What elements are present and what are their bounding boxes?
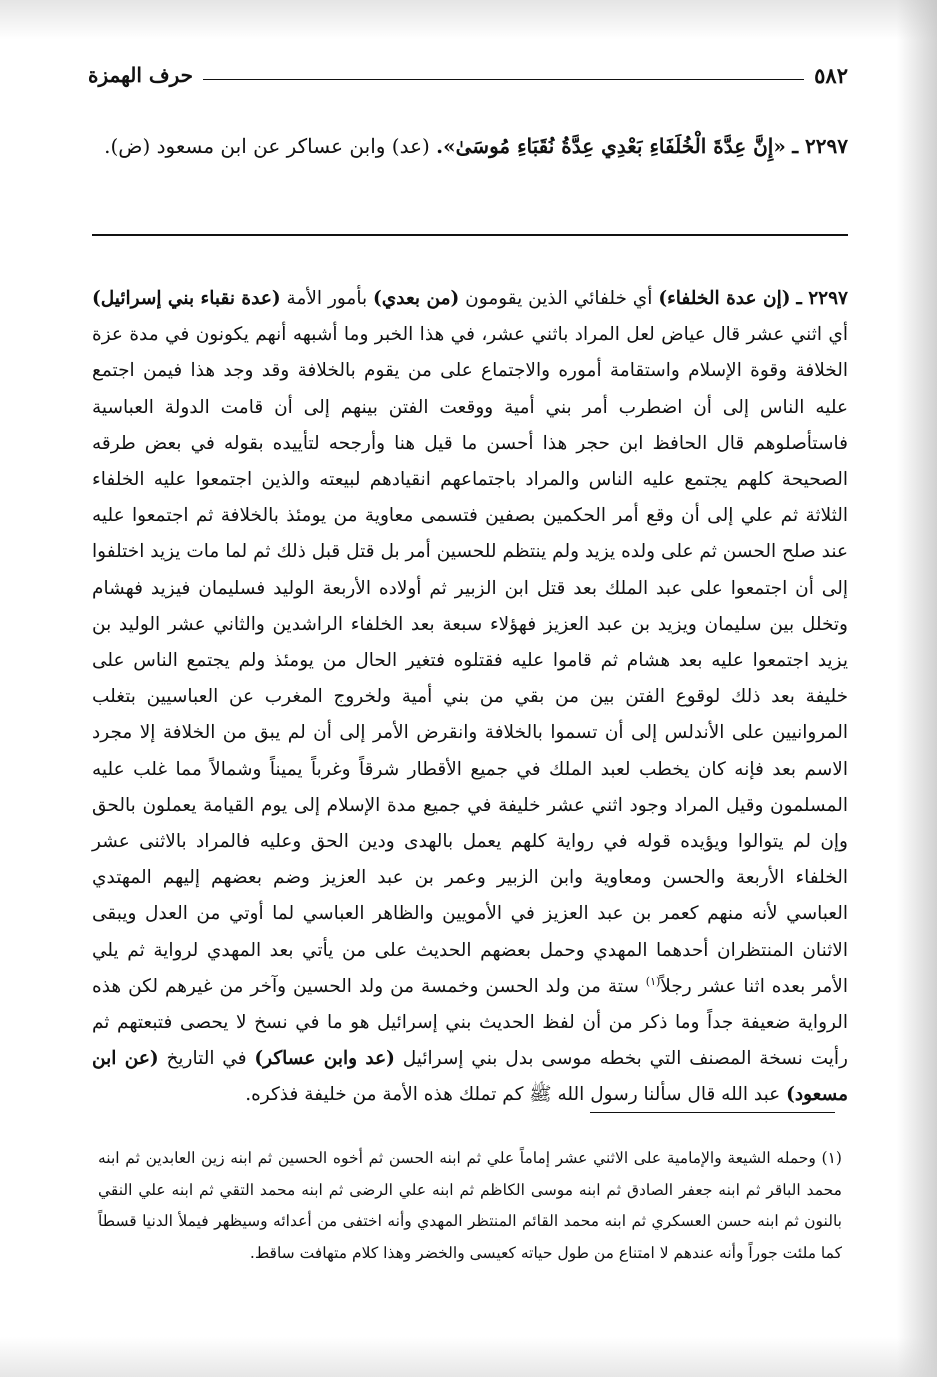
hadith-matn: «إِنَّ عِدَّةَ الْخُلَفَاءِ بَعْدِي عِدَّةُ نُقَبَاءِ مُوسَىٰ».	[436, 134, 786, 158]
commentary-lemma: (عن ابن مسعود)	[92, 1048, 848, 1106]
commentary-text	[92, 281, 848, 1114]
hadith-sources: (عد) وابن عساكر عن ابن مسعود (ض).	[104, 134, 430, 158]
header-rule	[203, 79, 804, 80]
commentary-number: ٢٢٩٧ ـ	[796, 288, 848, 309]
commentary-lemma: (من بعدي)	[373, 288, 460, 309]
footnote	[98, 1143, 842, 1269]
footnote-text: وحمله الشيعة والإمامية على الاثني عشر إماماً علي ثم ابنه الحسن ثم أخوه الحسين ثم ابنه زين العابدين ثم ابنه محمد الباقر ثم ابنه جعفر الصادق ثم ابنه موسى الكاظم ثم ابنه علي الرضى ثم ابنه محمد التقي ثم ابنه علي النقي بالنون ثم ابنه حسن العسكري ثم ابنه محمد القائم المنتظر المهدي وأنه اختفى من أعدائه وسيظهر فيملأ الدنيا قسطاً كما ملئت جوراً وأنه عندهم لا امتناع من طول حياته كعيسى والخضر وهذا كلام متهافت ساقط.	[98, 1149, 842, 1262]
commentary-segment: ستة من ولد الحسن وخمسة من ولد الحسين وآخر من غيرهم لكن هذه الرواية ضعيفة جداً وما ذكر من أن لفظ الحديث بني إسرائيل هو ما في نسخ لا يحصى فتبعتهم ثم رأيت نسخة المصنف التي بخطه موسى بدل بني إسرائيل	[92, 975, 848, 1070]
footnote-marker: (١)	[821, 1149, 842, 1167]
section-title: حرف الهمزة	[88, 63, 194, 87]
scan-edge-right	[897, 0, 937, 1377]
hadith-number: ٢٢٩٧ ـ	[792, 134, 848, 158]
scan-edge-bottom	[0, 1337, 937, 1377]
commentary-lemma: (عد وابن عساكر)	[254, 1048, 395, 1070]
footnote-reference[interactable]: (١)	[645, 974, 661, 988]
hadith-text	[90, 120, 848, 172]
footnote-divider	[590, 1112, 835, 1113]
commentary-segment: بأمور الأمة	[286, 288, 368, 309]
commentary-lemma: (عدة نقباء بني إسرائيل)	[92, 288, 281, 309]
page-number: ٥٨٢	[814, 62, 848, 88]
commentary-lemma: (إن عدة الخلفاء)	[658, 288, 791, 309]
commentary-segment: أي اثني عشر قال عياض لعل المراد باثني عشر، في هذا الخبر وما أشبهه أنهم يكونون في مدة عزة الخلافة وقوة الإسلام واستقامة أموره والاجتماع على من يقوم بالخلافة وقد وجد هذا فيمن اجتمع عليه الناس إلى أن اضطرب أمر بني أمية ووقعت الفتن بينهم إلى أن قامت الدولة العباسية فاستأصلوهم قال الحافظ ابن حجر هذا أحسن ما قيل هنا وأرجحه لتأييده بقوله في بعض طرقه الصحيحة كلهم يجتمع عليه الناس والمراد باجتماعهم انقيادهم لبيعته والذين اجتمعوا عليه الخلفاء الثلاثة ثم علي إلى أن وقع أمر الحكمين بصفين فتسمى معاوية من يومئذ بالخلافة ثم اجتمعوا عليه عند صلح الحسن ثم على ولده يزيد ولم ينتظم للحسين أمر بل قتل قبل ذلك ثم لما مات يزيد اختلفوا إلى أن اجتمعوا على عبد الملك بعد قتل ابن الزبير ثم أولاده الأربعة الوليد فسليمان فيزيد فهشام وتخلل بين سليمان ويزيد بن عبد العزيز فهؤلاء سبعة بعد الخلفاء الراشدين والثاني عشر الوليد بن يزيد اجتمعوا عليه بعد هشام ثم قاموا عليه فقتلوه فتغير الحال من يومئذ ولم يجتمع الناس على خليفة بعد ذلك لوقوع الفتن بين من بقي من بني أمية ولخروج المغرب عن العباسيين بتغلب المروانيين على الأندلس إلى أن تسموا بالخلافة وانقرض الأمر إلى أن لم يبق من الخلافة إلا مجرد الاسم بعد فإنه كان يخطب لعبد الملك في جميع الأقطار شرقاً وغرباً يميناً وشمالاً مما غلب عليه المسلمون وقيل المراد وجود اثني عشر خليفة في جميع مدة الإسلام إلى يوم القيامة يعملون بالحق وإن لم يتوالوا ويؤيده قوله في رواية كلهم يعمل بالهدى ودين الحق وعليه فالمراد بالاثنى عشر الخلفاء الأربعة والحسن ومعاوية وابن الزبير وعمر بن عبد العزيز وضم بعضهم إليهم المهتدي العباسي لأنه منهم كعمر بن عبد العزيز في الأمويين والظاهر العباسي لما أوتي من العدل ويبقى الاثنان المنتظران أحدهما المهدي وحمل بعضهم الحديث على من يأتي بعد المهدي لرواية ثم يلي الأمر بعده اثنا عشر رجلاً	[92, 324, 848, 997]
page-header	[88, 58, 848, 92]
commentary-segment: عبد الله قال سألنا رسول الله ﷺ كم تملك هذه الأمة من خليفة فذكره.	[245, 1084, 781, 1106]
commentary-segment: في التاريخ	[166, 1048, 247, 1070]
scan-edge-top	[0, 0, 937, 40]
section-divider	[92, 234, 848, 236]
commentary-segment: أي خلفائي الذين يقومون	[465, 288, 653, 309]
